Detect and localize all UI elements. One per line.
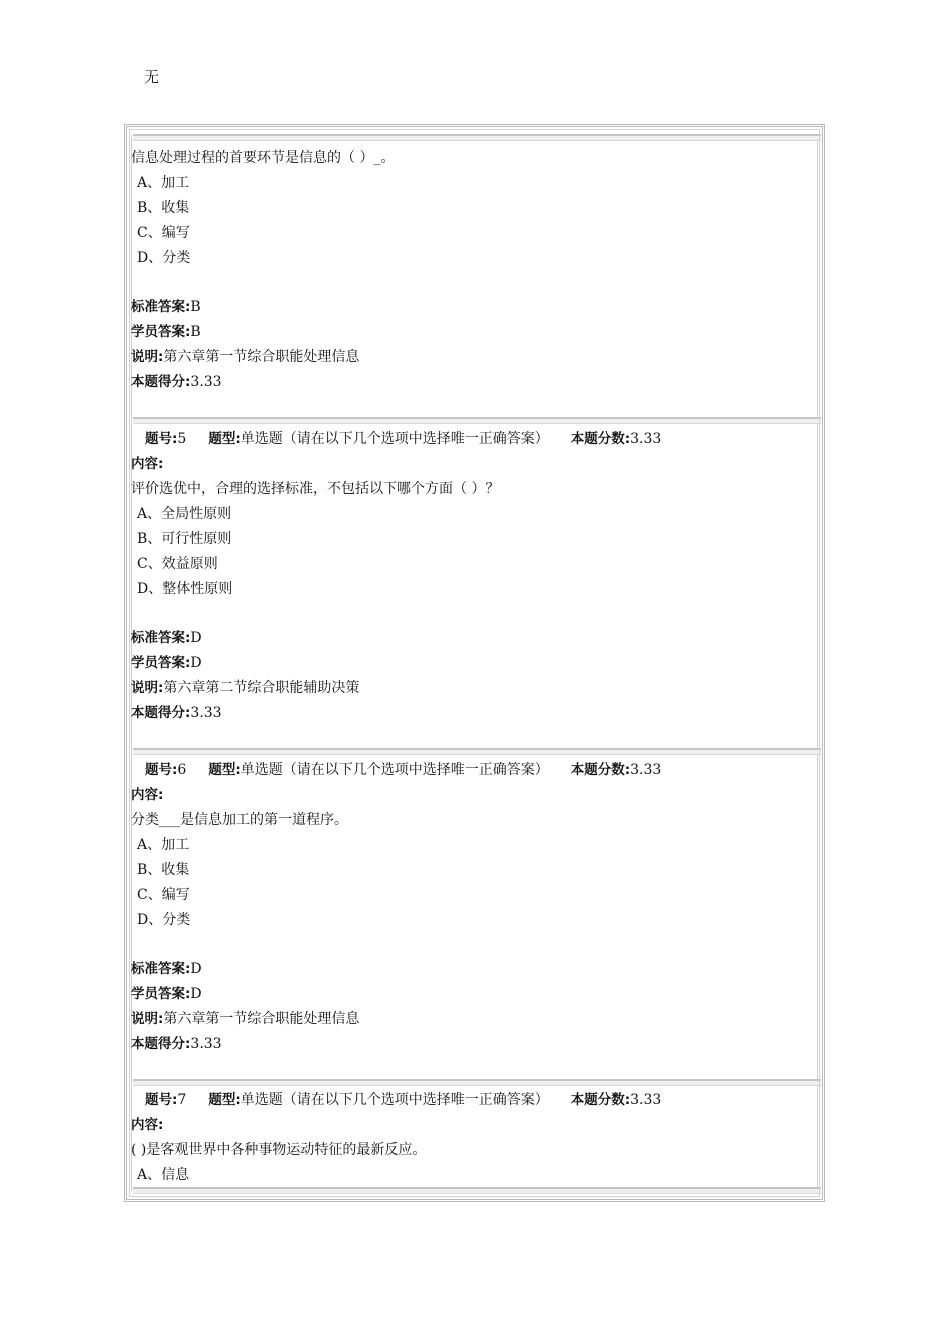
- question-type-label: 题型:: [208, 1092, 241, 1108]
- earned-score-value: 3.33: [190, 1036, 222, 1052]
- standard-answer: [131, 960, 202, 978]
- question-number: 7: [177, 1092, 187, 1108]
- content-label: 内容:: [131, 787, 164, 803]
- standard-answer-value: D: [190, 630, 202, 646]
- content-label: 内容:: [131, 456, 164, 472]
- question-header: [145, 430, 661, 448]
- earned-score: [131, 373, 222, 391]
- student-answer-label: 学员答案:: [131, 655, 191, 671]
- standard-answer: [131, 629, 202, 647]
- question-number-label: 题号:: [145, 431, 178, 447]
- earned-score-label: 本题得分:: [131, 1036, 191, 1052]
- student-answer-value: D: [190, 986, 202, 1002]
- question-type: 单选题（请在以下几个选项中选择唯一正确答案）: [240, 762, 549, 778]
- option-b: B、收集: [137, 200, 190, 216]
- question-type: 单选题（请在以下几个选项中选择唯一正确答案）: [240, 1092, 549, 1108]
- student-answer-label: 学员答案:: [131, 986, 191, 1002]
- question-score: 3.33: [630, 431, 662, 447]
- option-d: D、分类: [137, 250, 191, 266]
- explanation-label: 说明:: [131, 1011, 164, 1027]
- rule-bottom: [133, 1187, 821, 1194]
- earned-score: [131, 704, 222, 722]
- explanation: [131, 348, 359, 366]
- question-divider: [133, 748, 821, 755]
- option-c: C、效益原则: [137, 556, 218, 572]
- option-b: B、可行性原则: [137, 531, 232, 547]
- option-a: A、全局性原则: [137, 506, 232, 522]
- question-divider: [133, 417, 821, 424]
- question-score-label: 本题分数:: [570, 1092, 631, 1108]
- frame-inner-right-line: [817, 135, 818, 1191]
- question-type-label: 题型:: [208, 431, 241, 447]
- question-content: 分类___是信息加工的第一道程序。: [131, 812, 348, 828]
- question-number: 5: [177, 431, 187, 447]
- option-a: A、加工: [137, 837, 190, 853]
- explanation-value: 第六章第一节综合职能处理信息: [163, 349, 360, 365]
- student-answer: [131, 985, 202, 1003]
- option-b: B、收集: [137, 862, 190, 878]
- question-header: [145, 1091, 661, 1109]
- question-header: [145, 761, 661, 779]
- earned-score-value: 3.33: [190, 705, 222, 721]
- earned-score-value: 3.33: [190, 374, 222, 390]
- standard-answer-value: B: [190, 299, 201, 315]
- standard-answer: [131, 298, 201, 316]
- earned-score-label: 本题得分:: [131, 374, 191, 390]
- option-c: C、编写: [137, 225, 190, 241]
- question-score: 3.33: [630, 762, 662, 778]
- question-number-label: 题号:: [145, 1092, 178, 1108]
- earned-score: [131, 1035, 222, 1053]
- option-d: D、整体性原则: [137, 581, 233, 597]
- standard-answer-value: D: [190, 961, 202, 977]
- question-number-label: 题号:: [145, 762, 178, 778]
- student-answer-value: B: [190, 324, 201, 340]
- option-a: A、信息: [137, 1167, 190, 1183]
- student-answer: [131, 323, 201, 341]
- question-content: 信息处理过程的首要环节是信息的（ ）_。: [131, 150, 395, 166]
- student-answer-value: D: [190, 655, 202, 671]
- rule-top: [133, 134, 821, 141]
- explanation: [131, 679, 359, 697]
- standard-answer-label: 标准答案:: [131, 630, 191, 646]
- standard-answer-label: 标准答案:: [131, 961, 191, 977]
- explanation-label: 说明:: [131, 680, 164, 696]
- option-a: A、加工: [137, 175, 190, 191]
- question-type-label: 题型:: [208, 762, 241, 778]
- content-label: 内容:: [131, 1117, 164, 1133]
- option-c: C、编写: [137, 887, 190, 903]
- question-type: 单选题（请在以下几个选项中选择唯一正确答案）: [240, 431, 549, 447]
- question-content: ( )是客观世界中各种事物运动特征的最新反应。: [131, 1142, 427, 1158]
- option-d: D、分类: [137, 912, 191, 928]
- explanation-value: 第六章第二节综合职能辅助决策: [163, 680, 360, 696]
- question-number: 6: [177, 762, 187, 778]
- student-answer: [131, 654, 202, 672]
- question-content: 评价选优中，合理的选择标准，不包括以下哪个方面（ ）？: [131, 481, 500, 497]
- student-answer-label: 学员答案:: [131, 324, 191, 340]
- question-score-label: 本题分数:: [570, 762, 631, 778]
- standard-answer-label: 标准答案:: [131, 299, 191, 315]
- question-frame: [124, 124, 825, 1202]
- earned-score-label: 本题得分:: [131, 705, 191, 721]
- explanation-value: 第六章第一节综合职能处理信息: [163, 1011, 360, 1027]
- question-divider: [133, 1079, 821, 1086]
- explanation: [131, 1010, 359, 1028]
- top-note: 无: [144, 68, 160, 86]
- question-score-label: 本题分数:: [570, 431, 631, 447]
- explanation-label: 说明:: [131, 349, 164, 365]
- question-score: 3.33: [630, 1092, 662, 1108]
